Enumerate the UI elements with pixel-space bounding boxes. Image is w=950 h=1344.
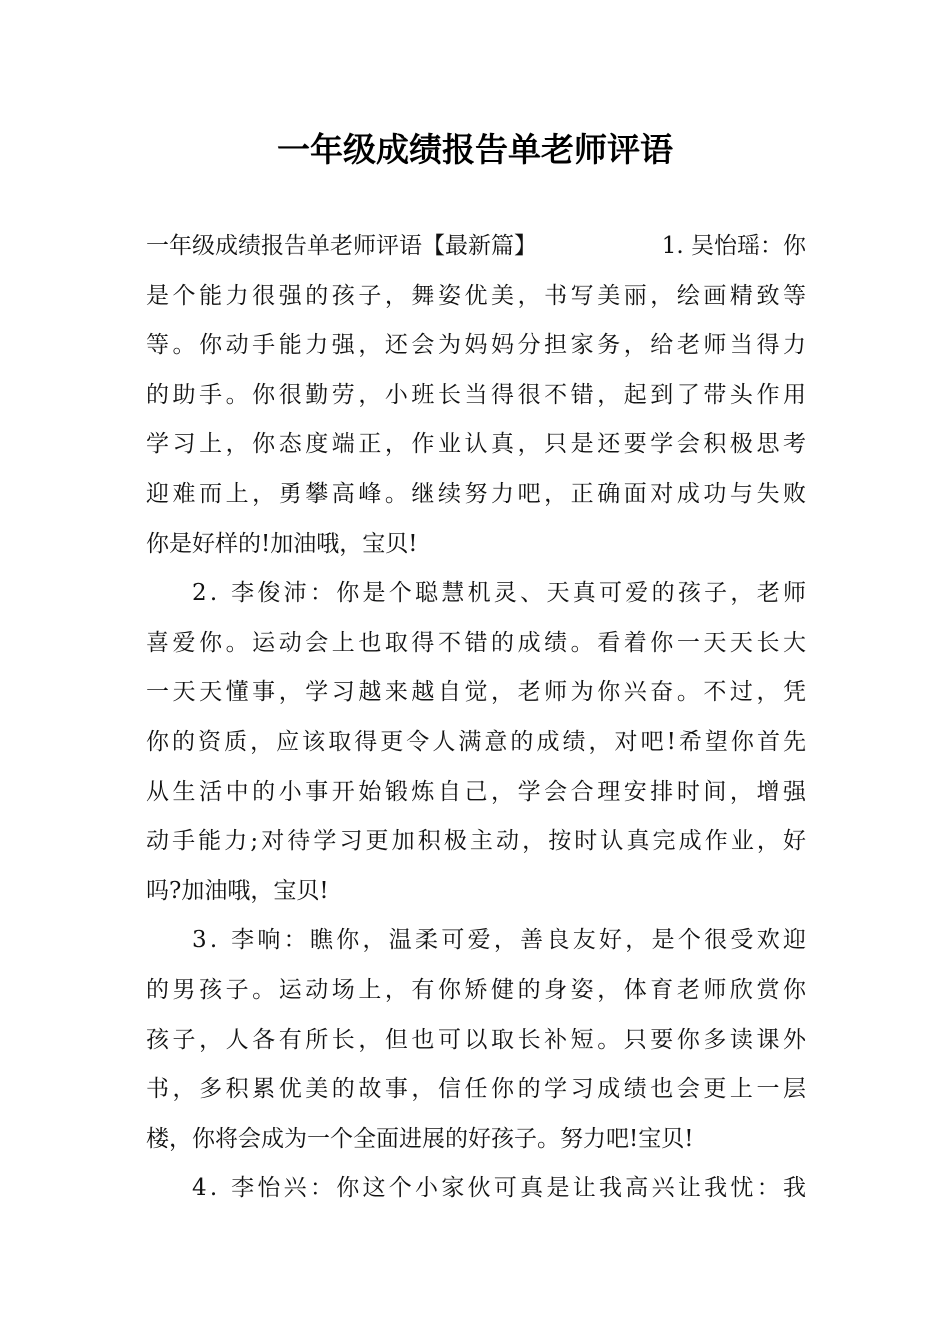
- paragraph-line: [146, 817, 810, 867]
- paragraph-line: [146, 569, 810, 619]
- paragraph-line: [146, 867, 806, 917]
- paragraph-line: [146, 1065, 810, 1115]
- paragraph-line: [146, 321, 810, 371]
- line-text: 4. 李怡兴：你这个小家伙可真是让我高兴让我忧：我: [192, 1175, 810, 1202]
- line-text: 的男孩子。运动场上，有你矫健的身姿，体育老师欣赏你: [146, 976, 810, 1003]
- section-heading: 一年级成绩报告单老师评语【最新篇】: [146, 233, 537, 259]
- line-text: 的助手。你很勤劳，小班长当得很不错，起到了带头作用: [146, 381, 810, 408]
- line-text: 你的资质，应该取得更令人满意的成绩，对吧!希望你首先: [146, 728, 810, 755]
- document-body: [146, 222, 810, 1214]
- line-text: 迎难而上，勇攀高峰。继续努力吧，正确面对成功与失败: [146, 480, 810, 507]
- line-text: 孩子，人各有所长，但也可以取长补短。只要你多读课外: [146, 1026, 810, 1053]
- line-text: 2. 李俊沛：你是个聪慧机灵、天真可爱的孩子，老师: [192, 580, 810, 607]
- paragraph-line: [146, 520, 806, 570]
- line-text: 等。你动手能力强，还会为妈妈分担家务，给老师当得力: [146, 332, 810, 359]
- paragraph-line: [146, 371, 810, 421]
- line-text: 从生活中的小事开始锻炼自己，学会合理安排时间，增强: [146, 778, 810, 805]
- paragraph-line: [146, 1115, 806, 1165]
- paragraph-line: [146, 420, 810, 470]
- document-title: 一年级成绩报告单老师评语: [277, 130, 673, 169]
- line-text: 3. 李响：瞧你，温柔可爱，善良友好，是个很受欢迎: [192, 927, 810, 954]
- paragraph-line: [146, 966, 810, 1016]
- paragraph-line: [146, 222, 806, 272]
- paragraph-line: [146, 470, 810, 520]
- line-text: 楼，你将会成为一个全面进展的好孩子。努力吧!宝贝!: [146, 1125, 694, 1152]
- line-text: 是个能力很强的孩子，舞姿优美，书写美丽，绘画精致等: [146, 282, 810, 309]
- paragraph-line: [146, 1164, 810, 1214]
- line-text: 书，多积累优美的故事，信任你的学习成绩也会更上一层: [146, 1076, 810, 1103]
- line-text: 吗?加油哦，宝贝!: [146, 877, 329, 904]
- paragraph-line: [146, 768, 810, 818]
- paragraph-line: [146, 272, 810, 322]
- line-text: 一天天懂事，学习越来越自觉，老师为你兴奋。不过，凭: [146, 679, 810, 706]
- line-text: 你是好样的!加油哦，宝贝!: [146, 530, 418, 557]
- paragraph-line: [146, 668, 810, 718]
- paragraph-line: [146, 916, 810, 966]
- paragraph-line: [146, 619, 810, 669]
- line-text: 喜爱你。运动会上也取得不错的成绩。看着你一天天长大: [146, 629, 810, 656]
- line-text: 学习上，你态度端正，作业认真，只是还要学会积极思考: [146, 431, 810, 458]
- paragraph-line: [146, 1016, 810, 1066]
- paragraph-line: [146, 718, 810, 768]
- line-text: 动手能力;对待学习更加积极主动，按时认真完成作业，好: [146, 828, 810, 855]
- line-text: 1. 吴怡瑶：你: [661, 233, 806, 259]
